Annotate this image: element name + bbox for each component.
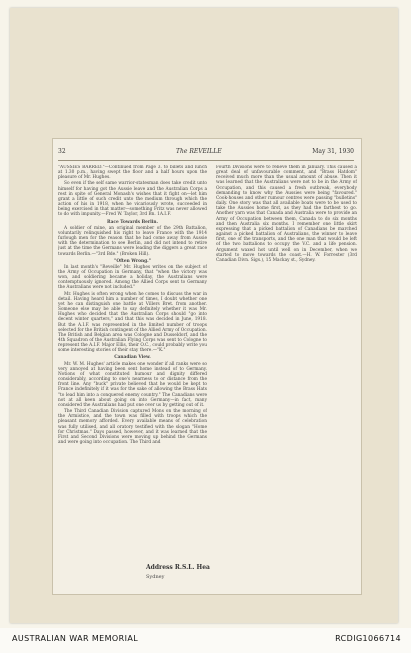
- section-heading: "Often Wrong.": [114, 258, 151, 264]
- paragraph: Fourth Divisions were to relieve them in January. This caused a great deal of unfavourable comment, and "Brass Hatdom" received much more than the usual amount of abuse. Then it was learned that the Australians were not to be in the Army of Occupation, and this caused a fresh outbreak, everybody demanding to know why the Aussies were being "favoured." Cook-houses and other rumour centres were passing "bulletins" daily. One story was that all available boats were to be used to take the Aussies home first, as they had the farthest to go. Another yarn was that Canada and Australia were to provide an Army of Occupation between them, Canada to do six months and then Australia six months. I remember one little skirt expressing that a picked battalion of Canadians be marched against a picked battalion of Australians, the winner to leave first, one of the transports, and the one man that would be left of the two battalions to occupy the V.C. and a life pension. Argument waxed hot until well on in December, when we started to move towards the coast.—H. W. Forrester (3rd Canadian Divn. Sigs.), 15 Mackay st., Sydney.: [216, 165, 357, 263]
- archive-name: AUSTRALIAN WAR MEMORIAL: [12, 634, 139, 643]
- paragraph: Mr. Hughes is often wrong when he comes to discuss the war in detail. Having heard him a number of times, I doubt whether one yet he can distinguish one battle at Villers Bret. from another. Someone else may be able to say definitely whether it was Mr. Hughes who decided that the Australian Corps should "go into decent winter quarters," and that this was decided in June, 1918. But the A.I.F. was represented in the limited number of troops selected for the British contingent of the Allied Army of Occupation. The British and Belgian area was Cologne and Dusseldorf, and the 4th Squadron of the Australian Flying Corps was sent to Cologne to represent the A.I.F. Major Ellis, their O.C., could probably write you some interesting stories of their stay there.—"K.": [58, 291, 207, 354]
- paragraph: So even if the self same warrior-statesman does take credit unto himself for having got the Aussie leave and the Australian Corps a rest in spite of General Monash's wishes that it fight on—let him grant a little of such credit unto the medium through which the action of his in 1918, when he vicariously wrote, succeeded in being exercised in that matter—something Fritz was never allowed to do with impunity.—Fred W. Taylor, 3rd Bn. 1A.I.F.: [58, 181, 207, 218]
- right-column: [216, 165, 357, 355]
- paragraph: "AUSSIES BARRED."—Continued from Page 3. to billets and lunch at 1.30 p.m., having swept the floor and a half hours upon the pleasure of Mr. Hughes.: [58, 165, 207, 181]
- page-number: 32: [58, 148, 66, 155]
- header-rule: [58, 160, 354, 161]
- paragraph: The Third Canadian Division captured Mons on the morning of the Armistice, and the town was filled with troops which the pleasant memory afforded. Every available means of celebration was fully utilised, and all oratory testified with the slogan "Home for Christmas." Days passed, however, and it was learned that the First and Second Divisions were moving up behind the Germans and were going into occupation. The Third and: [58, 409, 207, 445]
- record-id: RCDIG1066714: [335, 634, 401, 643]
- address-line: Address R.S.L. Hea: [146, 564, 210, 571]
- section-heading: Canadian View.: [114, 355, 151, 361]
- address-sub-line: Sydney: [146, 574, 165, 580]
- paragraph: Mr. W. M. Hughes' article makes one wonder if all ranks were so very annoyed at having been sent home instead of to Germany. Notions of what constituted humour and dignity differed considerably, according to one's nearness to or distance from the front line. Any "buck" private believed that he would be kept to France indefinitely if it was for the sake of allowing the Brass Hats "to lead him into a conquered enemy country." The Canadians were not at all keen about going on into Germany—in fact, many considered the Australians had put one over us by getting out of it.: [58, 361, 207, 408]
- publication-title: The REVEILLE: [176, 148, 222, 155]
- paragraph: In last month's "Reveille" Mr. Hughes writes on the subject of the Army of Occupation in Germany, that "when the victory was won, and soldiering became a holiday, the Australians were contemptuously ignored. Among the Allied Corps sent to Germany the Australians were not included.": [58, 264, 207, 291]
- page-header: [58, 148, 354, 160]
- issue-date: May 31, 1930: [312, 148, 354, 155]
- section-heading: Race Towards Berlin.: [106, 219, 159, 225]
- paragraph: A soldier of mine, an original member of the 29th Battalion, voluntarily relinquished his right to leave France with the 1914 furlough men for the reason that he had come away from Aussie with the determination to see Berlin, and did not intend to retire just at the time the Germans were leading the diggers a great race towards Berlin.—"3rd Bde." (Broken Hill).: [58, 225, 207, 257]
- left-column: [58, 165, 207, 563]
- archive-footer: [0, 628, 411, 653]
